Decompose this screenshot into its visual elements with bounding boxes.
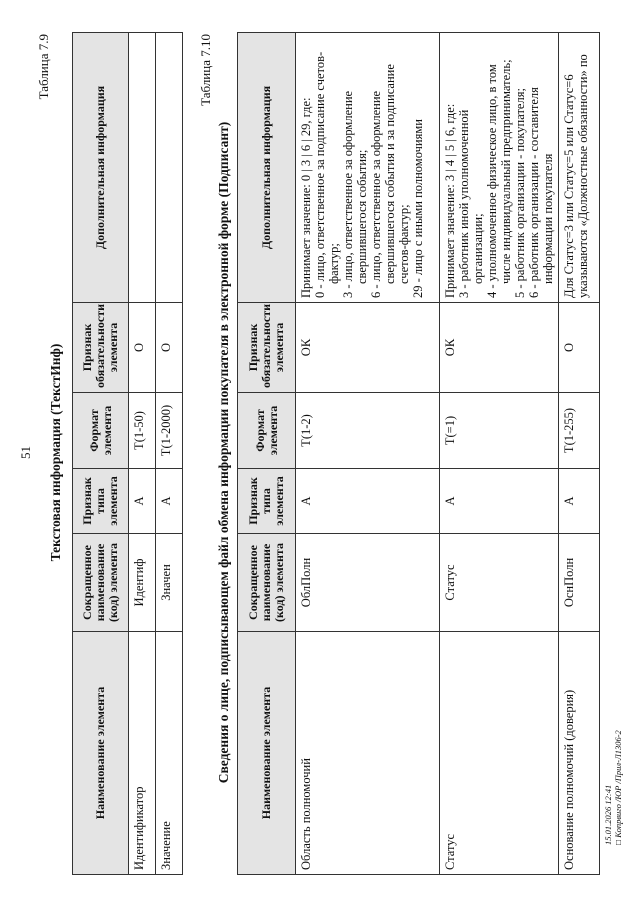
footer-path: □ Копрвиго /ЮР /Прил-Л1306-2 — [613, 730, 623, 845]
table-header-row — [73, 33, 129, 875]
info-line: 4 - уполномоченное физическое лицо, в том числе индивидуальный предприниматель; — [485, 59, 513, 298]
header-type: Признак типа элемента — [73, 469, 129, 534]
footer — [603, 730, 623, 845]
cell-name: Основание полномочий (доверия) — [559, 632, 600, 875]
cell-name: Статус — [440, 632, 559, 875]
cell-type: А — [559, 469, 600, 534]
table-header-row — [238, 33, 296, 875]
cell-info — [296, 33, 440, 303]
table-7-9-label: Таблица 7.9 — [36, 34, 51, 100]
info-line: 3 - лицо, ответственное за оформление свершившегося события; — [341, 90, 369, 298]
header-required: Признак обязательности элемента — [73, 303, 129, 393]
cell-required: О — [129, 303, 156, 393]
header-info: Дополнительная информация — [73, 33, 129, 303]
table-row — [296, 33, 440, 875]
cell-required: ОК — [296, 303, 440, 393]
cell-format: Т(1-50) — [129, 393, 156, 469]
cell-info — [129, 33, 156, 303]
header-type: Признак типа элемента — [238, 469, 296, 534]
info-line: 6 - лицо, ответственное за оформление свершившегося события и за подписание счетов-фактур; — [369, 64, 411, 298]
table-7-9-title: Текстовая информация (ТекстИнф) — [48, 343, 63, 562]
header-name: Наименование элемента — [238, 632, 296, 875]
cell-name: Значение — [156, 632, 183, 875]
header-required: Признак обязательности элемента — [238, 303, 296, 393]
cell-name: Идентификатор — [129, 632, 156, 875]
table-7-10 — [237, 32, 600, 875]
table-row — [156, 33, 183, 875]
header-info: Дополнительная информация — [238, 33, 296, 303]
table-row — [129, 33, 156, 875]
cell-code: Значен — [156, 534, 183, 632]
cell-required: ОК — [440, 303, 559, 393]
info-line: 6 - работник организации - составителя информации покупателя — [527, 87, 555, 298]
info-line: 5 - работник организации - покупателя; — [513, 88, 527, 298]
table-7-10-title: Сведения о лице, подписывающем файл обмена информации покупателя в электронной форме (Подписант) — [216, 121, 231, 784]
cell-format: Т(1-2000) — [156, 393, 183, 469]
table-row — [559, 33, 600, 875]
table-row — [440, 33, 559, 875]
table-7-10-label: Таблица 7.10 — [198, 34, 213, 106]
cell-required: О — [156, 303, 183, 393]
cell-info — [440, 33, 559, 303]
cell-type: А — [156, 469, 183, 534]
header-name: Наименование элемента — [73, 632, 129, 875]
cell-type: А — [296, 469, 440, 534]
info-line: 0 - лицо, ответственное за подписание счетов-фактур; — [313, 51, 341, 298]
cell-type: А — [129, 469, 156, 534]
cell-code: Идентиф — [129, 534, 156, 632]
page-number: 51 — [18, 446, 33, 459]
cell-code: Статус — [440, 534, 559, 632]
info-line: Принимает значение: 0 | 3 | 6 | 29, где: — [299, 97, 313, 298]
cell-name: Область полномочий — [296, 632, 440, 875]
footer-timestamp: 15.01.2026 12:41 — [603, 784, 613, 845]
info-line: 29 - лицо с иными полномочиями — [411, 119, 425, 298]
cell-info — [156, 33, 183, 303]
cell-code: ОснПолн — [559, 534, 600, 632]
info-line: Принимает значение: 3 | 4 | 5 | 6, где: — [443, 103, 457, 298]
cell-format: Т(=1) — [440, 393, 559, 469]
cell-format: Т(1-2) — [296, 393, 440, 469]
cell-required: О — [559, 303, 600, 393]
cell-format: Т(1-255) — [559, 393, 600, 469]
cell-type: А — [440, 469, 559, 534]
header-code: Сокращенное наименование (код) элемента — [238, 534, 296, 632]
header-format: Формат элемента — [238, 393, 296, 469]
table-7-9 — [72, 32, 183, 875]
info-line: 3 - работник иной уполномоченной организации; — [457, 109, 485, 298]
header-code: Сокращенное наименование (код) элемента — [73, 534, 129, 632]
cell-code: ОблПолн — [296, 534, 440, 632]
header-format: Формат элемента — [73, 393, 129, 469]
cell-info: Для Статус=3 или Статус=5 или Статус=6 указываются «Должностные обязанности» по — [559, 33, 600, 303]
